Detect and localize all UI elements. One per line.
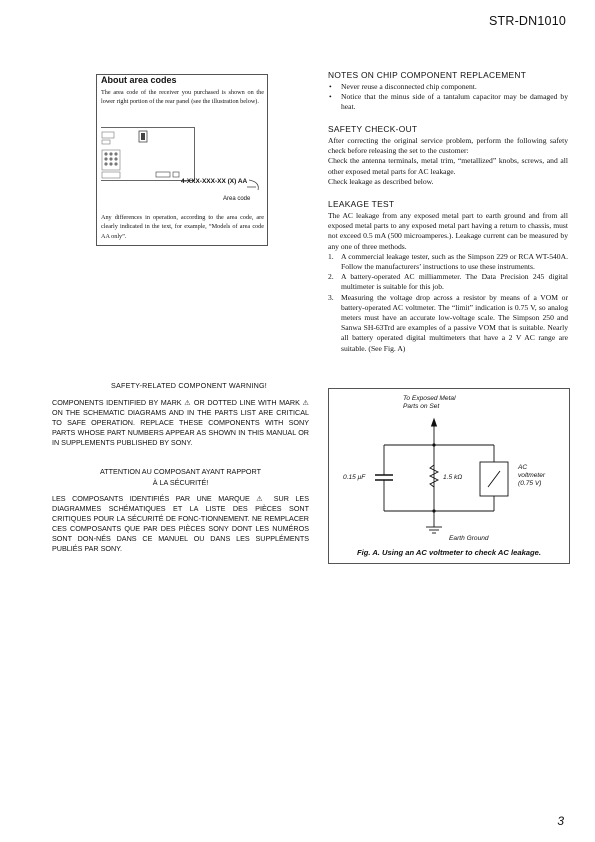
safety-warning-heading: SAFETY-RELATED COMPONENT WARNING!: [111, 381, 267, 390]
safety-warning-text-en: COMPONENTS IDENTIFIED BY MARK ⚠ OR DOTTED LINE WITH MARK ⚠ ON THE SCHEMATIC DIAGRAMS AND IN THE PARTS LIST ARE CRITICAL TO SAFE OPERATION. REPLACE THESE COMPONENTS WITH SONY PARTS WHOSE PART NUMBERS APPEAR AS SHOWN IN THIS MANUAL OR IN SUPPLEMENTS PUBLISHED BY SONY.: [52, 398, 309, 448]
safety-warning-heading-fr-line2: À LA SÉCURITÉ!: [152, 477, 209, 487]
area-code-pointer-icon: [247, 178, 267, 198]
area-codes-box: [96, 74, 268, 246]
voltmeter-label-line2: voltmeter: [518, 472, 546, 480]
list-item: • Never reuse a disconnected chip component.: [328, 82, 568, 92]
exposed-metal-label-line1: To Exposed Metal: [403, 395, 456, 402]
rear-panel-icon: [101, 128, 194, 180]
area-codes-note: Any differences in operation, according to the area code, are clearly indicated in the text, for example, “Models of area code AA only”.: [101, 214, 264, 240]
safety-checkout-heading: SAFETY CHECK-OUT: [328, 124, 418, 134]
figure-a: [328, 388, 570, 564]
exposed-metal-label-line2: Parts on Set: [403, 403, 440, 411]
area-code-label: 4-XXX-XXX-XX (X) AA: [181, 178, 248, 185]
list-item-text: A commercial leakage tester, such as the Simpson 229 or RCA WT-540A. Follow the manufacturers’ instructions to use these instruments.: [341, 251, 568, 272]
chip-notes-heading: NOTES ON CHIP COMPONENT REPLACEMENT: [328, 70, 527, 80]
leakage-test-section: [328, 199, 568, 354]
safety-checkout-section: [328, 124, 568, 187]
list-item-number: 1.: [328, 251, 334, 261]
list-item-number: 2.: [328, 272, 334, 282]
leakage-test-intro: The AC leakage from any exposed metal part to earth ground and from all exposed metal parts to any exposed metal part having a return to chassis, must not exceed 0.5 mA (500 microamperes.). Leakage current can be measured by any one of three methods.: [328, 211, 568, 251]
voltmeter-label-line1: AC: [518, 464, 528, 471]
exposed-metal-label: [403, 395, 456, 411]
area-code-sublabel: Area code: [223, 196, 251, 202]
safety-checkout-para3: Check leakage as described below.: [328, 176, 434, 186]
model-number: STR-DN1010: [488, 14, 566, 28]
safety-warning-text-fr: LES COMPOSANTS IDENTIFIÉS PAR UNE MARQUE ⚠ SUR LES DIAGRAMMES SCHÉMATIQUES ET LA LISTE DES PIÈCES SONT CRITIQUES POUR LA SÉCURITÉ DE FONC-TIONNEMENT. NE REMPLACER CES COMPOSANTS QUE PAR DES PIÈCES SONY DONT LES NUMÉROS SONT DON-NÉS DANS CE MANUEL OU DANS LES SUPPLÉMENTS PUBLIÉS PAR SONY.: [52, 494, 309, 554]
page-number: 3: [557, 814, 564, 828]
list-item: [328, 272, 568, 292]
earth-ground-label: Earth Ground: [449, 535, 489, 542]
list-item-text: Measuring the voltage drop across a resistor by means of a VOM or battery-operated AC voltmeter. The “limit” indication is 0.75 V, so analog meters must have an accurate low-voltage scale. The Simpson 250 and Sanwa SH-63Trd are examples of a passive VOM that is suitable. Nearly all battery operated digital multimeters that have a 2 V AC range are suitable. (See Fig. A): [341, 292, 568, 353]
voltmeter-label-line3: (0.75 V): [518, 480, 542, 488]
area-codes-intro: The area code of the receiver you purchased is shown on the lower right portion of the rear panel (see the illustration below).: [101, 89, 264, 106]
capacitor-label: 0.15 μF: [343, 474, 366, 481]
chip-notes-section: [328, 70, 568, 113]
leakage-test-heading: LEAKAGE TEST: [328, 199, 395, 209]
figure-caption: Fig. A. Using an AC voltmeter to check AC leakage.: [357, 548, 541, 557]
safety-checkout-para1: After correcting the original service problem, perform the following safety check before releasing the set to the customer:: [328, 136, 568, 156]
list-item: • Notice that the minus side of a tantalum capacitor may be damaged by heat.: [328, 92, 568, 112]
voltmeter-label: [518, 464, 545, 489]
area-codes-title: About area codes: [101, 75, 177, 85]
list-item: [328, 252, 568, 272]
list-item-number: 3.: [328, 292, 334, 302]
rear-panel-illustration: [101, 127, 195, 181]
list-item-text: A battery-operated AC milliammeter. The Data Precision 245 digital multimeter is suitable for this job.: [341, 272, 568, 292]
safety-warning-heading-fr: [52, 467, 309, 488]
safety-warning-heading-fr-line1: ATTENTION AU COMPOSANT AYANT RAPPORT: [100, 467, 261, 476]
list-item: [328, 293, 568, 354]
chip-notes-list: [328, 82, 568, 113]
resistor-label: 1.5 kΩ: [443, 474, 463, 481]
safety-checkout-para2: Check the antenna terminals, metal trim, “metallized” knobs, screws, and all other exposed metal parts for AC leakage.: [328, 156, 568, 176]
leakage-test-methods: [328, 252, 568, 354]
